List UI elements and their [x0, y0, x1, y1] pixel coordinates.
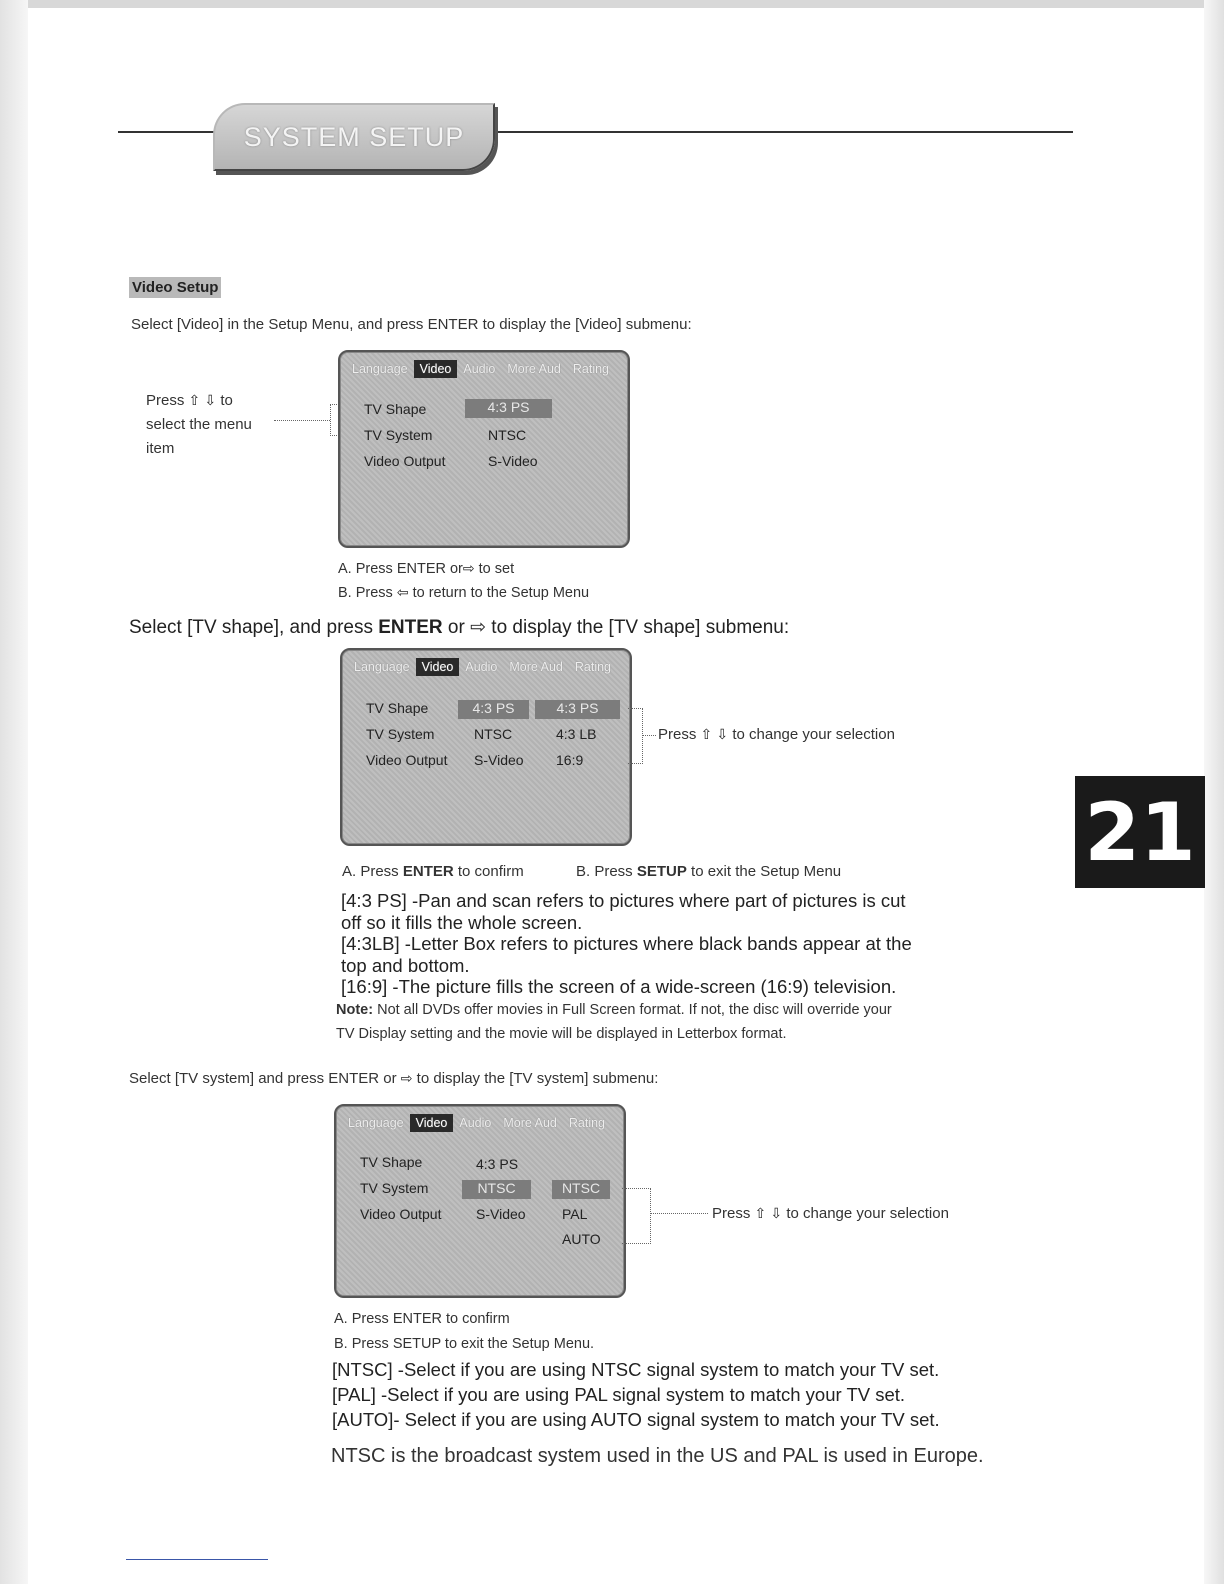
page-number-tab: 21 — [1075, 776, 1205, 888]
menu-item-tv-system[interactable]: TV System — [364, 427, 433, 443]
callout-leader — [274, 420, 330, 421]
up-arrow-icon: ⇧ — [700, 726, 713, 742]
callout-select-line3: item — [146, 440, 175, 457]
value-tv-shape: 4:3 PS — [458, 700, 529, 719]
option-auto[interactable]: AUTO — [562, 1231, 601, 1247]
menu-item-tv-shape[interactable]: TV Shape — [364, 401, 427, 417]
tab-audio[interactable]: Audio — [463, 362, 496, 376]
tab-language[interactable]: Language — [354, 660, 410, 674]
left-arrow-icon: ⇦ — [396, 584, 409, 600]
tab-video[interactable]: Video — [410, 1114, 454, 1132]
tvshape-note-line2: TV Display setting and the movie will be displayed in Letterbox format. — [336, 1026, 787, 1042]
option-4-3-lb[interactable]: 4:3 LB — [556, 726, 597, 742]
tvsystem-desc-line: [NTSC] -Select if you are using NTSC signal system to match your TV set. — [332, 1359, 940, 1380]
tab-more-aud[interactable]: More Aud — [503, 1116, 557, 1130]
tvshape-desc-line: [4:3 PS] -Pan and scan refers to pictures where part of pictures is cut — [341, 890, 906, 911]
callout-select-line2: select the menu — [146, 416, 252, 433]
menu-item-tv-system[interactable]: TV System — [366, 726, 435, 742]
option-16-9[interactable]: 16:9 — [556, 752, 584, 768]
tab-more-aud[interactable]: More Aud — [507, 362, 561, 376]
tab-rating[interactable]: Rating — [574, 660, 612, 674]
osd-tab-bar — [348, 658, 617, 676]
down-arrow-icon: ⇩ — [204, 392, 217, 408]
option-bracket — [622, 1188, 651, 1244]
option-bracket — [628, 708, 643, 764]
section-label: Video Setup — [129, 277, 221, 298]
menu-item-video-output[interactable]: Video Output — [360, 1206, 442, 1222]
menu-item-tv-system[interactable]: TV System — [360, 1180, 429, 1196]
tab-audio[interactable]: Audio — [465, 660, 498, 674]
up-arrow-icon: ⇧ — [754, 1205, 767, 1221]
scan-edge-top — [0, 0, 1224, 8]
tvshape-note-b: B. Press SETUP to exit the Setup Menu — [576, 863, 842, 880]
tvsystem-note-b: B. Press SETUP to exit the Setup Menu. — [334, 1336, 595, 1352]
menu1-note-b: B. Press ⇦ to return to the Setup Menu — [338, 584, 590, 601]
tvsystem-note-a: A. Press ENTER to confirm — [334, 1311, 510, 1327]
scan-edge-right — [1204, 0, 1224, 1584]
menu-item-tv-shape[interactable]: TV Shape — [360, 1154, 423, 1170]
tab-rating[interactable]: Rating — [568, 1116, 606, 1130]
header-banner — [213, 103, 495, 171]
up-arrow-icon: ⇧ — [188, 392, 201, 408]
osd-tab-bar — [346, 360, 615, 378]
tab-audio[interactable]: Audio — [459, 1116, 492, 1130]
footer-rule — [126, 1559, 268, 1560]
tvshape-heading: Select [TV shape], and press ENTER or ⇨ to display the [TV shape] submenu: — [129, 617, 790, 638]
menu-item-video-output[interactable]: Video Output — [366, 752, 448, 768]
option-ntsc[interactable]: NTSC — [552, 1180, 610, 1199]
scan-edge-left — [0, 0, 28, 1584]
tvshape-menu-screen — [340, 648, 632, 846]
value-video-output: S-Video — [488, 453, 538, 469]
value-tv-system: NTSC — [488, 427, 527, 443]
tvsystem-heading: Select [TV system] and press ENTER or ⇨ to display the [TV system] submenu: — [129, 1070, 659, 1087]
value-tv-shape: 4:3 PS — [465, 399, 552, 418]
tvshape-note: Note: Not all DVDs offer movies in Full Screen format. If not, the disc will override your — [336, 1002, 892, 1018]
tab-language[interactable]: Language — [352, 362, 408, 376]
tvsystem-callout: Press ⇧ ⇩ to change your selection — [712, 1205, 949, 1222]
tvsystem-menu-screen — [334, 1104, 626, 1298]
osd-tab-bar — [342, 1114, 611, 1132]
tab-more-aud[interactable]: More Aud — [509, 660, 563, 674]
tab-language[interactable]: Language — [348, 1116, 404, 1130]
tab-rating[interactable]: Rating — [572, 362, 610, 376]
tvshape-callout: Press ⇧ ⇩ to change your selection — [658, 726, 895, 743]
tvshape-desc-line: [16:9] -The picture fills the screen of a wide-screen (16:9) television. — [341, 976, 897, 997]
page-title: SYSTEM SETUP — [243, 121, 465, 152]
tvshape-desc-line: off so it fills the whole screen. — [341, 912, 583, 933]
menu-item-video-output[interactable]: Video Output — [364, 453, 446, 469]
down-arrow-icon: ⇩ — [770, 1205, 783, 1221]
callout-leader — [642, 735, 656, 736]
tab-video[interactable]: Video — [414, 360, 458, 378]
callout-leader — [650, 1213, 708, 1214]
value-tv-system: NTSC — [462, 1180, 531, 1199]
menu1-note-a: A. Press ENTER or⇨ to set — [338, 560, 515, 577]
option-4-3-ps[interactable]: 4:3 PS — [535, 700, 620, 719]
intro-text: Select [Video] in the Setup Menu, and press ENTER to display the [Video] submenu: — [131, 316, 692, 333]
callout-select: Press ⇧ ⇩ to — [146, 392, 233, 409]
tab-video[interactable]: Video — [416, 658, 460, 676]
value-video-output: S-Video — [476, 1206, 526, 1222]
tvshape-desc-line: top and bottom. — [341, 955, 470, 976]
value-tv-system: NTSC — [474, 726, 513, 742]
menu-item-tv-shape[interactable]: TV Shape — [366, 700, 429, 716]
down-arrow-icon: ⇩ — [716, 726, 729, 742]
right-arrow-icon: ⇨ — [470, 617, 487, 638]
right-arrow-icon: ⇨ — [462, 560, 475, 576]
video-menu-screen — [338, 350, 630, 548]
tvsystem-desc-line: [AUTO]- Select if you are using AUTO signal system to match your TV set. — [332, 1409, 940, 1430]
right-arrow-icon: ⇨ — [400, 1070, 413, 1086]
option-pal[interactable]: PAL — [562, 1206, 588, 1222]
tvsystem-desc-line: [PAL] -Select if you are using PAL signal system to match your TV set. — [332, 1384, 906, 1405]
broadcast-note: NTSC is the broadcast system used in the US and PAL is used in Europe. — [331, 1445, 984, 1467]
value-video-output: S-Video — [474, 752, 524, 768]
tvshape-note-a: A. Press ENTER to confirm — [342, 863, 524, 880]
tvshape-desc-line: [4:3LB] -Letter Box refers to pictures where black bands appear at the — [341, 933, 912, 954]
value-tv-shape: 4:3 PS — [476, 1156, 519, 1172]
